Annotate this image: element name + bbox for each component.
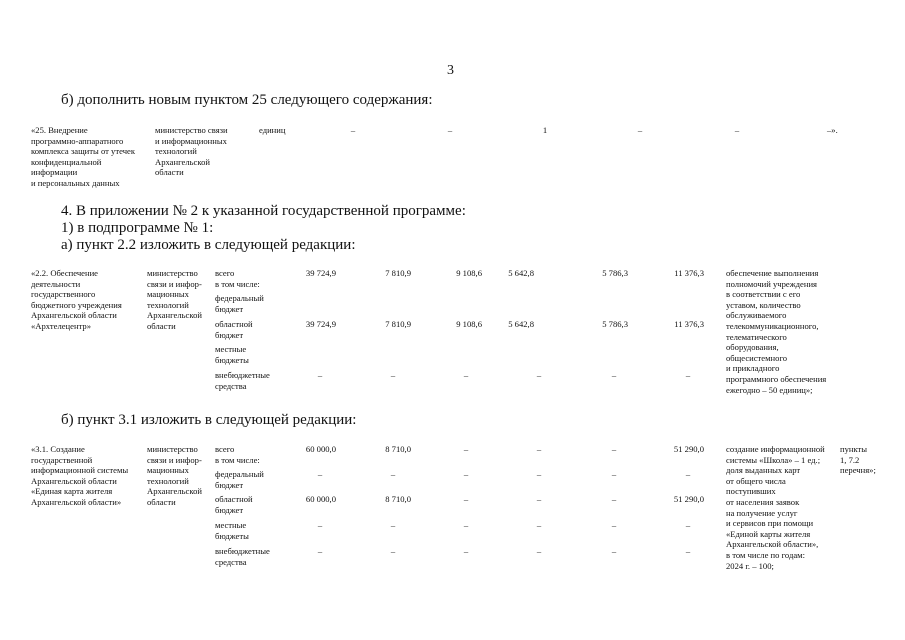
heading-add-point-25: б) дополнить новым пунктом 25 следующего содержания: [61, 92, 433, 108]
heading-appendix-2: 4. В приложении № 2 к указанной государственной программе: [61, 203, 466, 219]
row31-local-col2: – [390, 520, 396, 530]
row31-total-col5: – [611, 444, 617, 454]
row22-total-col6: 11 376,3 [674, 268, 704, 278]
row31-executor: министерство связи и инфор- мационных технологий Архангельской области [147, 444, 202, 507]
row22-total-col2: 7 810,9 [385, 268, 411, 278]
row22-extra-col3: – [463, 370, 469, 380]
row31-federal-col3: – [463, 469, 469, 479]
row22-extra-col2: – [390, 370, 396, 380]
row31-result: создание информационной системы «Школа» – 1 ед.; доля выданных карт от общего числа поступивших от населения заявок на получение услуг и сервисов при помощи «Единой карты жителя Архангельской области», в том числе по годам: 2024 г. – 100; [726, 444, 825, 571]
row31-local-col4: – [536, 520, 542, 530]
row31-name: «3.1. Создание государственной информационной системы Архангельской области «Единая карта жителя Архангельской области» [31, 444, 129, 507]
row25-value-3: 1 [542, 125, 548, 135]
row31-source-total: всего в том числе: [215, 444, 260, 465]
row22-regional-col2: 7 810,9 [385, 319, 411, 329]
heading-subprogram-1: 1) в подпрограмме № 1: [61, 220, 214, 236]
row22-total-col5: 5 786,3 [602, 268, 628, 278]
row31-regional-col4: – [536, 494, 542, 504]
row31-extra-col2: – [390, 546, 396, 556]
row22-result: обеспечение выполнения полномочий учреждения в соответствии с его уставом, количество обслуживаемого телекоммуникационного, телематического оборудования, общесистемного и прикладного программного обеспечения ежегодно – 50 единиц»; [726, 268, 827, 395]
row31-local-col5: – [611, 520, 617, 530]
row22-extra-col1: – [317, 370, 323, 380]
row31-federal-col6: – [685, 469, 691, 479]
row25-value-1: – [350, 125, 356, 135]
row22-source-federal: федеральный бюджет [215, 293, 264, 314]
row22-extra-col5: – [611, 370, 617, 380]
row31-extra-col6: – [685, 546, 691, 556]
row31-federal-col4: – [536, 469, 542, 479]
row22-regional-col5: 5 786,3 [602, 319, 628, 329]
row31-total-col3: – [463, 444, 469, 454]
row25-value-2: – [447, 125, 453, 135]
row22-executor: министерство связи и инфор- мационных технологий Архангельской области [147, 268, 202, 331]
row22-source-regional: областной бюджет [215, 319, 253, 340]
row22-source-extrabudget: внебюджетные средства [215, 370, 270, 391]
row31-regional-col1: 60 000,0 [305, 494, 336, 504]
row25-executor: министерство связи и информационных технологий Архангельской области [155, 125, 228, 178]
row25-name: «25. Внедрение программно-аппаратного комплекса защиты от утечек конфиденциальной информации и персональных данных [31, 125, 136, 188]
heading-point-3-1: б) пункт 3.1 изложить в следующей редакции: [61, 412, 357, 428]
row31-local-col3: – [463, 520, 469, 530]
row31-extra-col5: – [611, 546, 617, 556]
row22-extra-col6: – [685, 370, 691, 380]
row25-value-4: – [637, 125, 643, 135]
row31-regional-col5: – [611, 494, 617, 504]
row31-federal-col2: – [390, 469, 396, 479]
row31-extra-col1: – [317, 546, 323, 556]
row31-source-regional: областной бюджет [215, 494, 253, 515]
row22-total-col3: 9 108,6 [456, 268, 482, 278]
row31-total-col1: 60 000,0 [305, 444, 336, 454]
row31-total-col6: 51 290,0 [673, 444, 704, 454]
row31-total-col2: 8 710,0 [385, 444, 411, 454]
row31-note: пункты 1, 7.2 перечня»; [840, 444, 876, 476]
heading-point-2-2: а) пункт 2.2 изложить в следующей редакции: [61, 237, 356, 253]
row31-source-federal: федеральный бюджет [215, 469, 264, 490]
row22-regional-col3: 9 108,6 [456, 319, 482, 329]
row31-regional-col3: – [463, 494, 469, 504]
row22-extra-col4: – [536, 370, 542, 380]
row31-extra-col4: – [536, 546, 542, 556]
row31-local-col1: – [317, 520, 323, 530]
row31-local-col6: – [685, 520, 691, 530]
row31-source-local: местные бюджеты [215, 520, 249, 541]
row31-extra-col3: – [463, 546, 469, 556]
row31-source-extrabudget: внебюджетные средства [215, 546, 270, 567]
row31-regional-col6: 51 290,0 [673, 494, 704, 504]
row31-total-col4: – [536, 444, 542, 454]
row25-value-6: –». [827, 125, 838, 135]
row25-value-5: – [734, 125, 740, 135]
row31-federal-col5: – [611, 469, 617, 479]
row31-regional-col2: 8 710,0 [385, 494, 411, 504]
row22-regional-col1: 39 724,9 [305, 319, 336, 329]
row22-name: «2.2. Обеспечение деятельности государственного бюджетного учреждения Архангельской области «Архтелецентр» [31, 268, 122, 331]
row25-unit: единиц [259, 125, 286, 135]
page-number: 3 [447, 63, 454, 78]
row22-total-col1: 39 724,9 [305, 268, 336, 278]
row31-federal-col1: – [317, 469, 323, 479]
row22-source-total: всего в том числе: [215, 268, 260, 289]
row22-source-local: местные бюджеты [215, 344, 249, 365]
row22-regional-col6: 11 376,3 [674, 319, 704, 329]
row22-regional-col4: 5 642,8 [508, 319, 534, 329]
row22-total-col4: 5 642,8 [508, 268, 534, 278]
